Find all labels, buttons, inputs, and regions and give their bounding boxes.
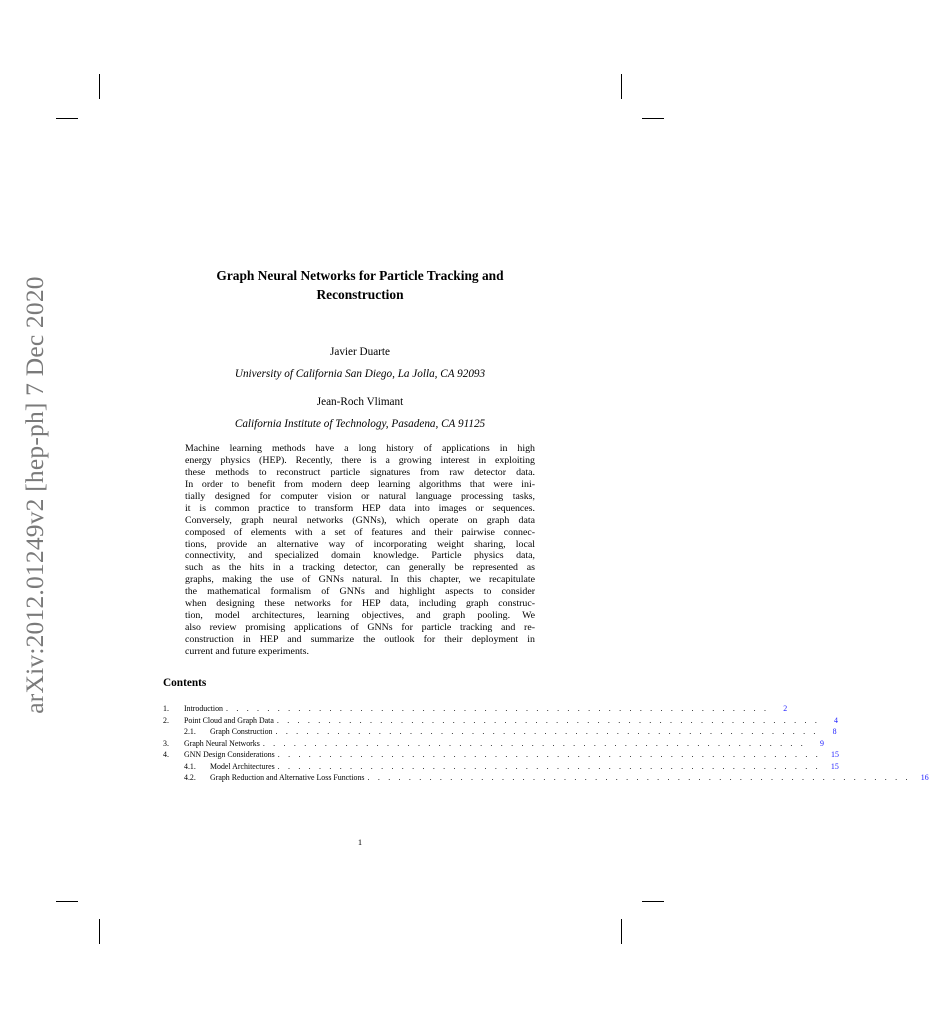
toc-section-title: Graph Reduction and Alternative Loss Functions: [210, 773, 365, 782]
crop-mark-top-right-vertical: [621, 74, 622, 99]
toc-section-number: 4.1.: [184, 761, 196, 771]
page-number: 1: [357, 837, 363, 847]
toc-page-link[interactable]: 4: [834, 715, 838, 725]
toc-section-title: Graph Construction: [210, 727, 273, 736]
toc-entry-graph-neural-networks[interactable]: [163, 738, 824, 750]
abstract-line: these methods to reconstruct particle signatures from raw detector data.: [185, 466, 535, 478]
toc-page-link[interactable]: 9: [820, 738, 824, 748]
toc-section-title: Point Cloud and Graph Data: [184, 715, 274, 725]
toc-leader-dots: . . . . . . . . . . . . . . . . . . . . . . . . . . . . . . . . . . . . . . . . . . . . . . . . . . . . .: [276, 715, 820, 725]
table-of-contents: [163, 703, 929, 784]
toc-section-number: 2.1.: [184, 727, 196, 736]
abstract-line: In order to benefit from modern deep learning algorithms that were ini-: [185, 478, 535, 490]
abstract-line: graphs, making the use of GNNs natural. In this chapter, we recapitulate: [185, 574, 535, 586]
toc-entry-model-architectures[interactable]: [163, 761, 839, 773]
toc-section-number: 4.2.: [184, 773, 196, 782]
abstract-line: tion, model architectures, learning objectives, and graph pooling. We: [185, 610, 535, 622]
toc-section-title: Model Architectures: [210, 761, 275, 771]
abstract-line: the mathematical formalism of GNNs and highlight aspects to consider: [185, 586, 535, 598]
abstract-line: energy physics (HEP). Recently, there is a growing interest in exploiting: [185, 454, 535, 466]
crop-mark-bottom-left-vertical: [99, 919, 100, 944]
toc-leader-dots: . . . . . . . . . . . . . . . . . . . . . . . . . . . . . . . . . . . . . . . . . . . . . . . . . . . . .: [277, 761, 821, 771]
toc-entry-introduction[interactable]: [163, 703, 788, 715]
paper-title: [163, 266, 557, 304]
abstract-line: composed of elements with a set of features and their pairwise connec-: [185, 526, 535, 538]
abstract-line: tions, provide an alternative way of incorporating weight sharing, local: [185, 538, 535, 550]
abstract-line: when designing these networks for HEP data, including graph construc-: [185, 598, 535, 610]
toc-page-link[interactable]: 15: [830, 761, 839, 771]
crop-mark-top-left-horizontal: [56, 118, 78, 119]
toc-leader-dots: . . . . . . . . . . . . . . . . . . . . . . . . . . . . . . . . . . . . . . . . . . . . . . . . . . . . .: [275, 727, 819, 736]
toc-entry-graph-reduction[interactable]: [163, 772, 929, 784]
toc-page-link[interactable]: 2: [783, 704, 788, 713]
author-name: Jean-Roch Vlimant: [316, 396, 404, 408]
abstract-line: Machine learning methods have a long history of applications in high: [185, 443, 535, 454]
author-affiliation: California Institute of Technology, Pasadena, CA 91125: [234, 418, 486, 430]
crop-mark-bottom-left-horizontal: [56, 901, 78, 902]
toc-leader-dots: . . . . . . . . . . . . . . . . . . . . . . . . . . . . . . . . . . . . . . . . . . . . . . . . . . . . .: [262, 738, 806, 748]
abstract-line: connectivity, and specialized domain knowledge. Particle physics data,: [185, 550, 535, 562]
crop-mark-top-right-horizontal: [642, 118, 664, 119]
crop-mark-top-left-vertical: [99, 74, 100, 99]
toc-section-number: 2.: [163, 715, 169, 725]
toc-page-link[interactable]: 8: [832, 727, 837, 736]
toc-section-number: 3.: [163, 738, 169, 748]
abstract-line: construction in HEP and summarize the outlook for their deployment in: [185, 634, 535, 645]
toc-entry-graph-construction[interactable]: [163, 726, 837, 738]
abstract-line: also review promising applications of GNNs for particle tracking and re-: [185, 622, 535, 634]
crop-mark-bottom-right-horizontal: [642, 901, 664, 902]
author-name: Javier Duarte: [330, 346, 390, 358]
arxiv-identifier-text: arXiv:2012.01249v2 [hep-ph] 7 Dec 2020: [20, 276, 49, 714]
toc-page-link[interactable]: 15: [831, 750, 839, 759]
toc-leader-dots: . . . . . . . . . . . . . . . . . . . . . . . . . . . . . . . . . . . . . . . . . . . . . . . . . . . . .: [277, 750, 821, 759]
abstract-line: Conversely, graph neural networks (GNNs), which operate on graph data: [185, 514, 535, 526]
toc-section-title: Introduction: [184, 704, 224, 713]
paper-title-line-1: Graph Neural Networks for Particle Tracking and: [216, 268, 504, 283]
crop-mark-bottom-right-vertical: [621, 919, 622, 944]
author-affiliation: University of California San Diego, La Jolla, CA 92093: [234, 368, 486, 380]
toc-leader-dots: . . . . . . . . . . . . . . . . . . . . . . . . . . . . . . . . . . . . . . . . . . . . . . . . . . . . .: [226, 704, 770, 713]
toc-leader-dots: . . . . . . . . . . . . . . . . . . . . . . . . . . . . . . . . . . . . . . . . . . . . . . . . . . . . .: [367, 773, 911, 782]
contents-heading: Contents: [163, 677, 207, 689]
abstract: [185, 443, 535, 658]
toc-section-number: 4.: [163, 750, 169, 759]
abstract-line: it is common practice to transform HEP data into images or sequences.: [185, 502, 535, 514]
toc-page-link[interactable]: 16: [920, 773, 929, 782]
toc-section-number: 1.: [163, 704, 169, 713]
toc-entry-gnn-design[interactable]: [163, 749, 839, 761]
toc-entry-point-cloud[interactable]: [163, 715, 838, 727]
abstract-line: such as the hits in a tracking detector, can generally be represented as: [185, 562, 535, 574]
abstract-line: current and future experiments.: [185, 645, 309, 657]
paper-title-line-2: Reconstruction: [316, 287, 404, 302]
abstract-line: tially designed for computer vision or natural language processing tasks,: [185, 490, 535, 502]
toc-section-title: GNN Design Considerations: [184, 750, 275, 759]
toc-section-title: Graph Neural Networks: [184, 738, 260, 748]
